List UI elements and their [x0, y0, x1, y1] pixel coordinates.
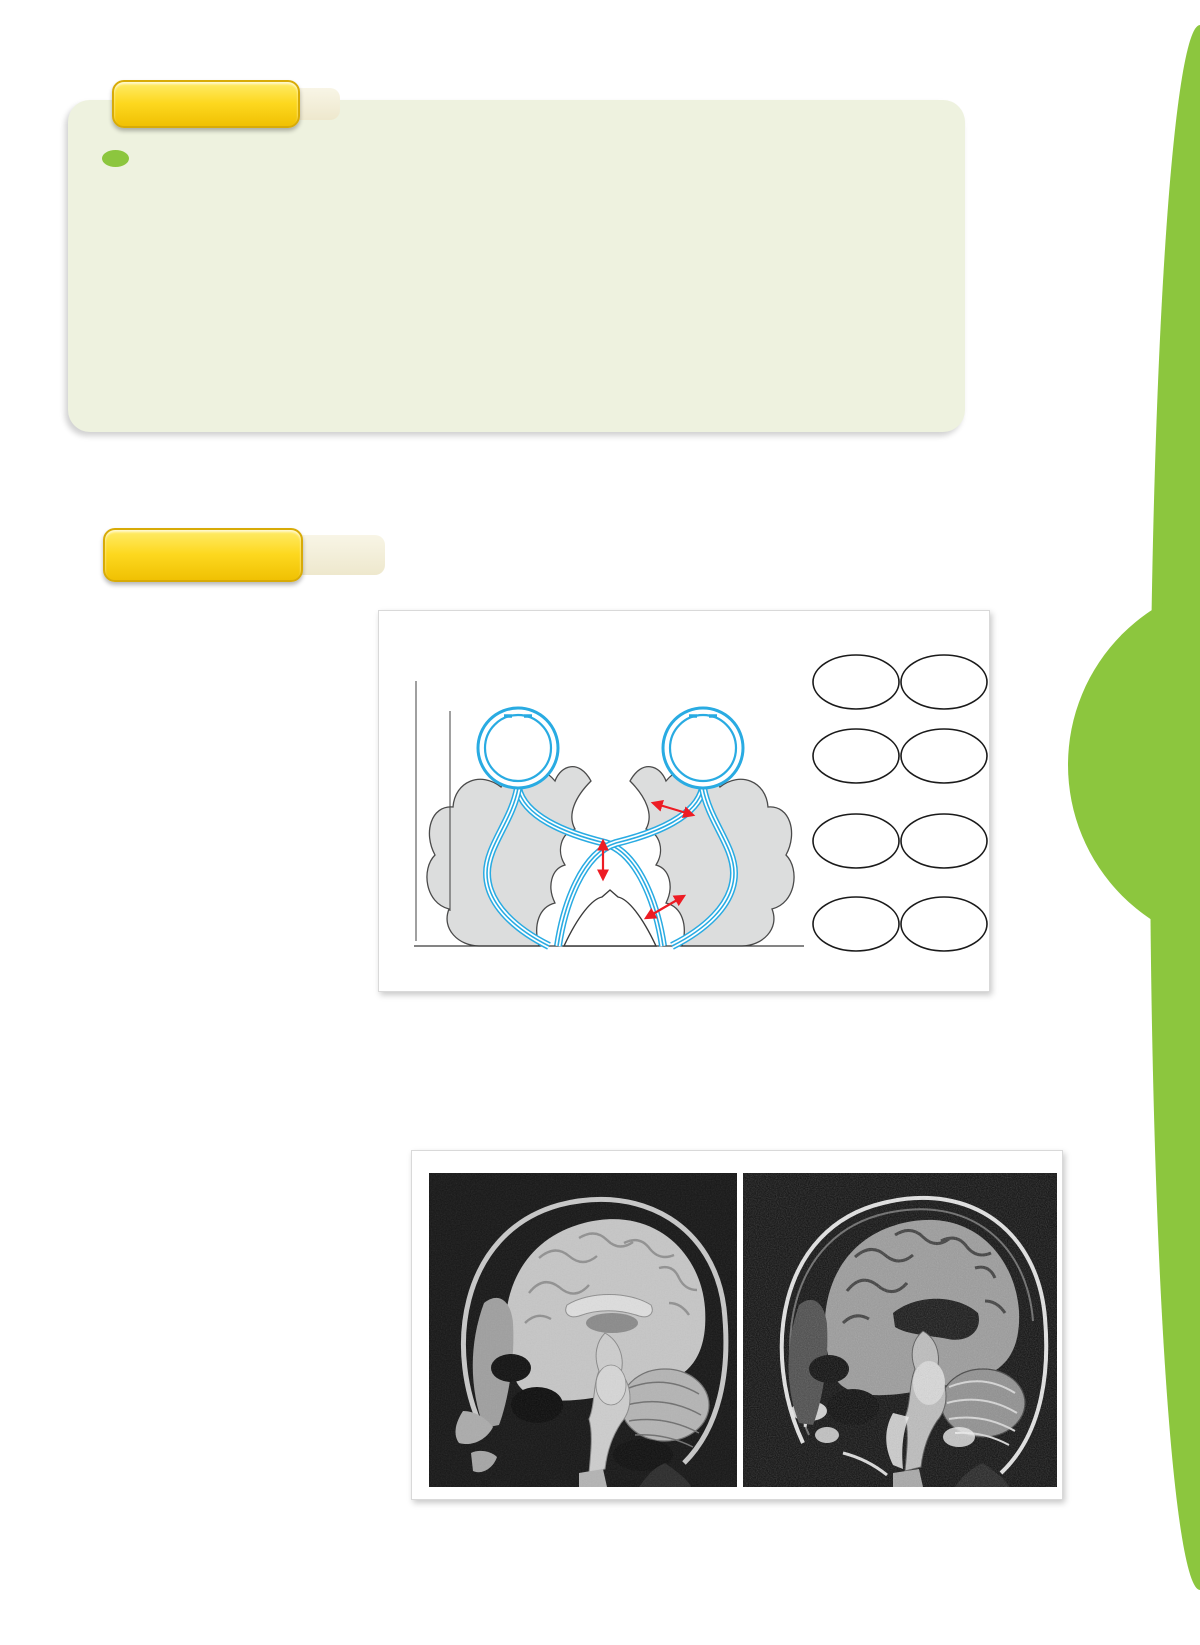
- field-1-right: [901, 729, 987, 783]
- scan-a-image: [429, 1173, 737, 1487]
- figure-brain-scans: [411, 1150, 1063, 1500]
- savoir-faire-heading: [102, 150, 139, 167]
- green-dot-icon: [102, 150, 129, 167]
- right-eye: [663, 708, 743, 788]
- field-2-right: [901, 814, 987, 868]
- scan-b-image: [743, 1173, 1057, 1487]
- figure-visual-field-diagram: [378, 610, 990, 992]
- field-normal-right: [901, 655, 987, 709]
- field-normal-left: [813, 655, 899, 709]
- visual-field-svg: [379, 611, 989, 991]
- visual-field-rows: [813, 655, 987, 951]
- field-3-left: [813, 897, 899, 951]
- savoir-faire-box: [68, 100, 965, 432]
- visual-cortex-mound: [564, 890, 656, 946]
- scan-images: [429, 1173, 1057, 1487]
- left-eye: [478, 708, 558, 788]
- field-2-left: [813, 814, 899, 868]
- field-3-right: [901, 897, 987, 951]
- savoir-faire-badge: [112, 80, 300, 128]
- svt-side-bump: [1068, 580, 1200, 950]
- field-1-left: [813, 729, 899, 783]
- faire-badge: [103, 528, 303, 582]
